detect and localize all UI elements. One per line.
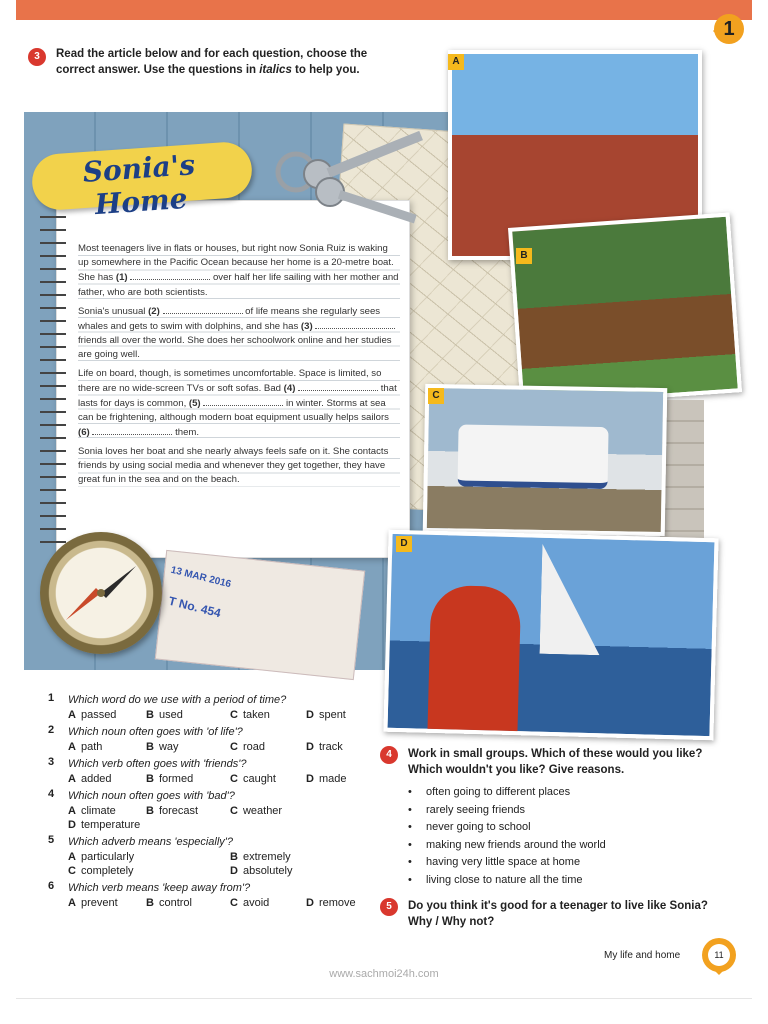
stamp-date: 13 MAR 2016 bbox=[169, 564, 233, 591]
notebook-spiral bbox=[40, 208, 66, 553]
camper-van-shape bbox=[458, 424, 609, 489]
list-item: • often going to different places bbox=[426, 784, 746, 802]
question-1: 1 Which word do we use with a period of time? A passed B used C taken D spent bbox=[48, 692, 346, 721]
option: A particularly bbox=[68, 851, 135, 863]
question-6: 6 Which verb means 'keep away from'? A prevent B control C avoid D remove bbox=[48, 880, 356, 909]
answer-gap bbox=[163, 304, 243, 314]
list-item: • having very little space at home bbox=[426, 854, 746, 872]
photo-label-a: A bbox=[448, 54, 464, 70]
option: D spent bbox=[306, 709, 346, 721]
option: D absolutely bbox=[230, 865, 293, 877]
question-5: 5 Which adverb means 'especially'? A particularly B extremely C completely D absolutely bbox=[48, 834, 378, 878]
question-4: 4 Which noun often goes with 'bad'? A climate B forecast C weather D temperature bbox=[48, 788, 378, 832]
option: A added bbox=[68, 773, 112, 785]
photo-label-b: B bbox=[516, 248, 532, 264]
answer-gap bbox=[92, 425, 172, 435]
girl-figure bbox=[427, 585, 521, 737]
exercise-3-instructions bbox=[56, 46, 386, 78]
article-title: Sonia's Home bbox=[81, 148, 197, 222]
option: B extremely bbox=[230, 851, 291, 863]
option: D made bbox=[306, 773, 347, 785]
unit-number-badge: 1 bbox=[714, 14, 744, 44]
watermark: www.sachmoi24h.com bbox=[329, 968, 439, 980]
compass-needle-icon bbox=[40, 532, 162, 654]
article-paragraph-1: Most teenagers live in flats or houses, but right now Sonia Ruiz is waking up somewhere in the Pacific Ocean because her home is a 20-metre boat. She has (1) over half her life sailing with her mother and father, who are both scientists. bbox=[78, 242, 400, 300]
list-item: • living close to nature all the time bbox=[426, 872, 746, 890]
option: B used bbox=[146, 709, 183, 721]
answer-gap bbox=[298, 381, 378, 391]
option: A climate bbox=[68, 805, 116, 817]
article-paragraph-2: Sonia's unusual (2) of life means she regularly sees whales and gets to swim with dolphins, and she has (3) friends all over the world. She does her schoolwork online and her studies are going well. bbox=[78, 304, 400, 363]
option: C completely bbox=[68, 865, 134, 877]
exercise-4-list bbox=[426, 784, 746, 889]
list-item: • rarely seeing friends bbox=[426, 802, 746, 820]
option: D temperature bbox=[68, 819, 141, 831]
answer-gap bbox=[203, 396, 283, 406]
option: A prevent bbox=[68, 897, 118, 909]
photo-treehouse bbox=[508, 212, 742, 407]
exercise-3-number: 3 bbox=[28, 48, 46, 66]
option: C taken bbox=[230, 709, 270, 721]
exercise-4-number: 4 bbox=[380, 746, 398, 764]
option: A passed bbox=[68, 709, 117, 721]
answer-gap bbox=[130, 270, 210, 280]
photo-label-c: C bbox=[428, 388, 444, 404]
option: A path bbox=[68, 741, 103, 753]
option: C caught bbox=[230, 773, 276, 785]
exercise-4-instructions: Work in small groups. Which of these would you like? Which wouldn't you like? Give reasons. bbox=[408, 748, 703, 776]
question-3: 3 Which verb often goes with 'friends'? A added B formed C caught D made bbox=[48, 756, 347, 785]
article-body bbox=[78, 242, 400, 491]
option: B control bbox=[146, 897, 192, 909]
instruction-line-2: correct answer. Use the questions in italics to help you. bbox=[56, 64, 360, 76]
question-2: 2 Which noun often goes with 'of life'? A path B way C road D track bbox=[48, 724, 343, 753]
answer-gap bbox=[315, 319, 395, 329]
photo-camper-van bbox=[423, 384, 668, 536]
sail-shape bbox=[540, 544, 603, 656]
top-color-band bbox=[16, 0, 752, 20]
bottom-rule bbox=[16, 998, 752, 999]
option: C road bbox=[230, 741, 265, 753]
keys-icon bbox=[258, 122, 438, 232]
option: B way bbox=[146, 741, 179, 753]
instruction-line-1: Read the article below and for each question, choose the bbox=[56, 48, 368, 60]
stamp-number: T No. 454 bbox=[167, 593, 223, 621]
option: C avoid bbox=[230, 897, 270, 909]
article-paragraph-4: Sonia loves her boat and she nearly always feels safe on it. She contacts friends by using social media and whenever they get together, they have great fun in the sea and on the beach. bbox=[78, 445, 400, 488]
option: D track bbox=[306, 741, 343, 753]
exercise-5-number: 5 bbox=[380, 898, 398, 916]
exercise-5-instructions: Do you think it's good for a teenager to live like Sonia? Why / Why not? bbox=[408, 900, 708, 928]
section-name: My life and home bbox=[604, 950, 681, 961]
option: B formed bbox=[146, 773, 194, 785]
photo-girl-sailing bbox=[383, 530, 718, 741]
list-item: • never going to school bbox=[426, 819, 746, 837]
option: B forecast bbox=[146, 805, 199, 817]
option: D remove bbox=[306, 897, 356, 909]
photo-label-d: D bbox=[396, 536, 412, 552]
question-list bbox=[48, 692, 378, 912]
page-number: 11 bbox=[708, 944, 730, 966]
list-item: • making new friends around the world bbox=[426, 837, 746, 855]
option: C weather bbox=[230, 805, 283, 817]
article-paragraph-3: Life on board, though, is sometimes uncomfortable. Space is limited, so there are no wide-screen TVs or soft sofas. Bad (4) that lasts for days is common, (5) in winter. Storms at sea can be frightening, although modern boat equipment usually helps sailors (6) them. bbox=[78, 367, 400, 441]
